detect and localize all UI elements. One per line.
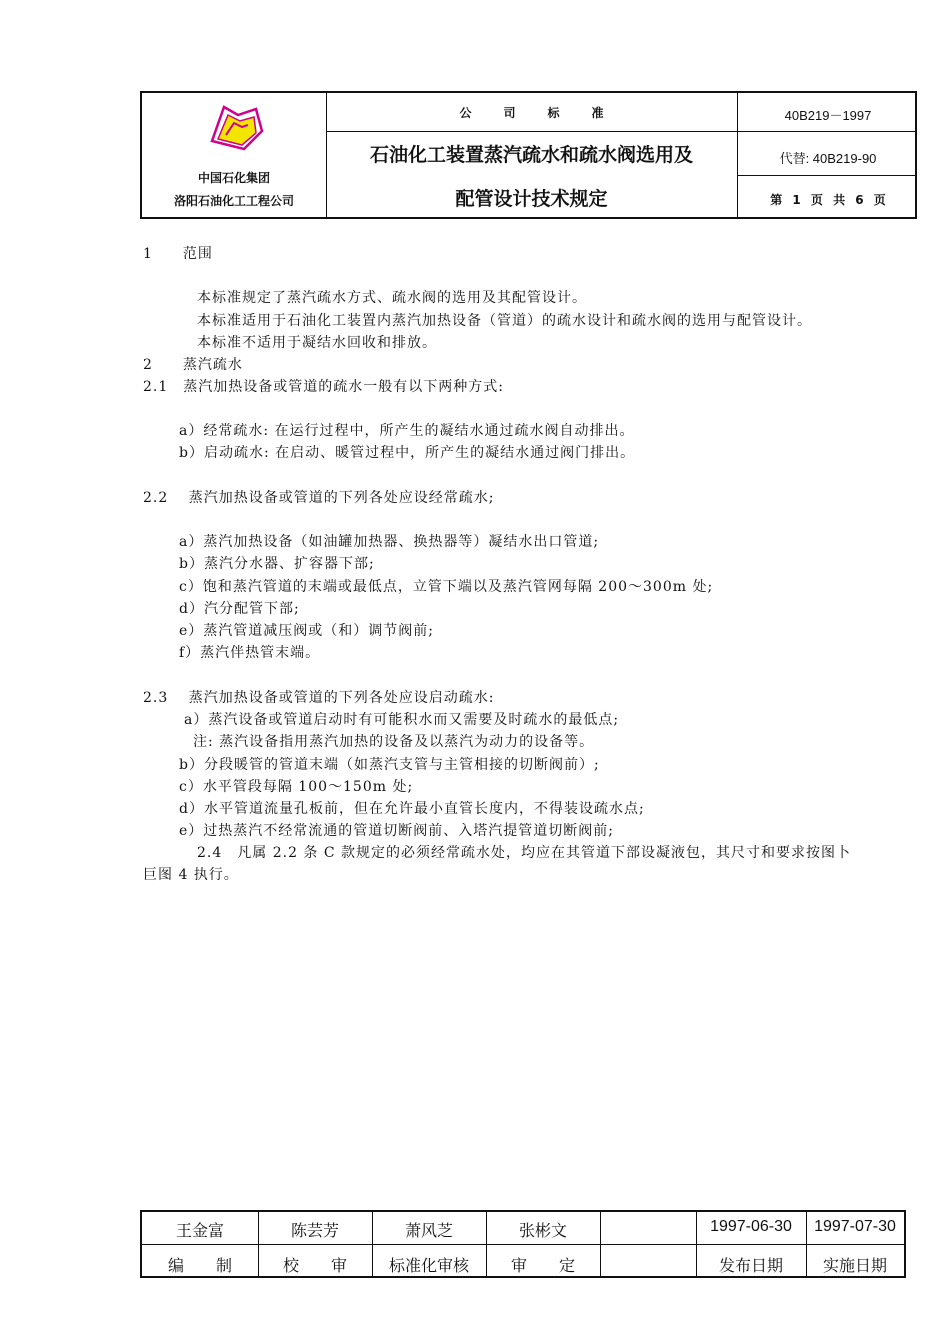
signature-name: 王金富 — [175, 1221, 224, 1240]
role-label: 审 定 — [510, 1256, 575, 1275]
clause: 2.3 蒸汽加热设备或管道的下列各处应设启动疏水: — [143, 690, 495, 706]
signature-name: 萧风芝 — [404, 1221, 453, 1240]
sinopec-logo — [204, 101, 266, 153]
company-logo-area — [142, 93, 326, 217]
list-item: a）蒸汽设备或管道启动时有可能积水而又需要及时疏水的最低点; — [184, 712, 620, 728]
divider — [737, 175, 917, 176]
divider — [326, 131, 917, 132]
paragraph: 本标准规定了蒸汽疏水方式、疏水阀的选用及其配管设计。 — [197, 290, 587, 306]
signature-name: 张彬文 — [518, 1221, 567, 1240]
publish-date: 1997-06-30 — [710, 1218, 792, 1235]
list-item: d）水平管道流量孔板前，但在允许最小直管长度内，不得装设疏水点; — [179, 801, 645, 817]
section-heading: 2 蒸汽疏水 — [143, 357, 243, 373]
company-name: 洛阳石油化工工程公司 — [173, 194, 294, 208]
section-heading: 1 范围 — [143, 246, 213, 262]
replaces-number: 代替: 40B219-90 — [779, 151, 877, 166]
list-item: b）启动疏水: 在启动、暖管过程中，所产生的凝结水通过阀门排出。 — [179, 445, 636, 461]
clause: 2.1 蒸汽加热设备或管道的疏水一般有以下两种方式: — [143, 379, 504, 395]
list-item: c）饱和蒸汽管道的末端或最低点，立管下端以及蒸汽管网每隔 200～300m 处; — [179, 579, 714, 595]
divider — [600, 1212, 601, 1276]
date-label: 实施日期 — [822, 1256, 887, 1275]
list-item: c）水平管段每隔 100～150m 处; — [179, 779, 414, 795]
divider — [142, 1244, 904, 1245]
list-item: b）分段暖管的管道末端（如蒸汽支管与主管相接的切断阀前）; — [179, 757, 600, 773]
list-item: e）过热蒸汽不经常流通的管道切断阀前、入塔汽提管道切断阀前; — [179, 823, 615, 839]
list-item: b）蒸汽分水器、扩容器下部; — [179, 556, 375, 572]
document-title-line2: 配管设计技术规定 — [455, 188, 608, 210]
document-number: 40B219－1997 — [784, 108, 872, 123]
divider — [737, 93, 738, 217]
company-name-group: 中国石化集团 — [197, 171, 270, 185]
paragraph: 本标准适用于石油化工装置内蒸汽加热设备（管道）的疏水设计和疏水阀的选用与配管设计。 — [197, 313, 812, 329]
role-label: 编 制 — [167, 1256, 232, 1275]
document-title-line1: 石油化工装置蒸汽疏水和疏水阀选用及 — [369, 144, 693, 166]
document-title — [326, 133, 737, 221]
list-item: f）蒸汽伴热管末端。 — [179, 645, 321, 661]
list-item: a）蒸汽加热设备（如油罐加热器、换热器等）凝结水出口管道; — [179, 534, 600, 550]
signature-table — [140, 1210, 906, 1278]
standard-header-block — [140, 91, 917, 219]
signature-name: 陈芸芳 — [290, 1221, 339, 1240]
page-info: 第 1 页 共 6 页 — [770, 193, 886, 207]
list-item: e）蒸汽管道减压阀或（和）调节阀前; — [179, 623, 435, 639]
clause: 2.2 蒸汽加热设备或管道的下列各处应设经常疏水; — [143, 490, 495, 506]
effective-date: 1997-07-30 — [814, 1218, 896, 1235]
list-item: a）经常疏水: 在运行过程中，所产生的凝结水通过疏水阀自动排出。 — [179, 423, 635, 439]
date-label: 发布日期 — [718, 1256, 783, 1275]
role-label: 标准化审核 — [388, 1256, 469, 1275]
list-item: d）汽分配管下部; — [179, 601, 300, 617]
role-label: 校 审 — [282, 1256, 347, 1275]
standard-type-label: 公司标准 — [459, 105, 636, 120]
clause: 2.4 凡属 2.2 条 C 款规定的必须经常疏水处，均应在其管道下部设凝液包，其尺寸和要求按图卜 — [197, 845, 852, 861]
paragraph: 本标准不适用于凝结水回收和排放。 — [197, 335, 437, 351]
note: 注: 蒸汽设备指用蒸汽加热的设备及以蒸汽为动力的设备等。 — [193, 734, 595, 750]
clause-continuation: 巨图 4 执行。 — [143, 867, 239, 883]
